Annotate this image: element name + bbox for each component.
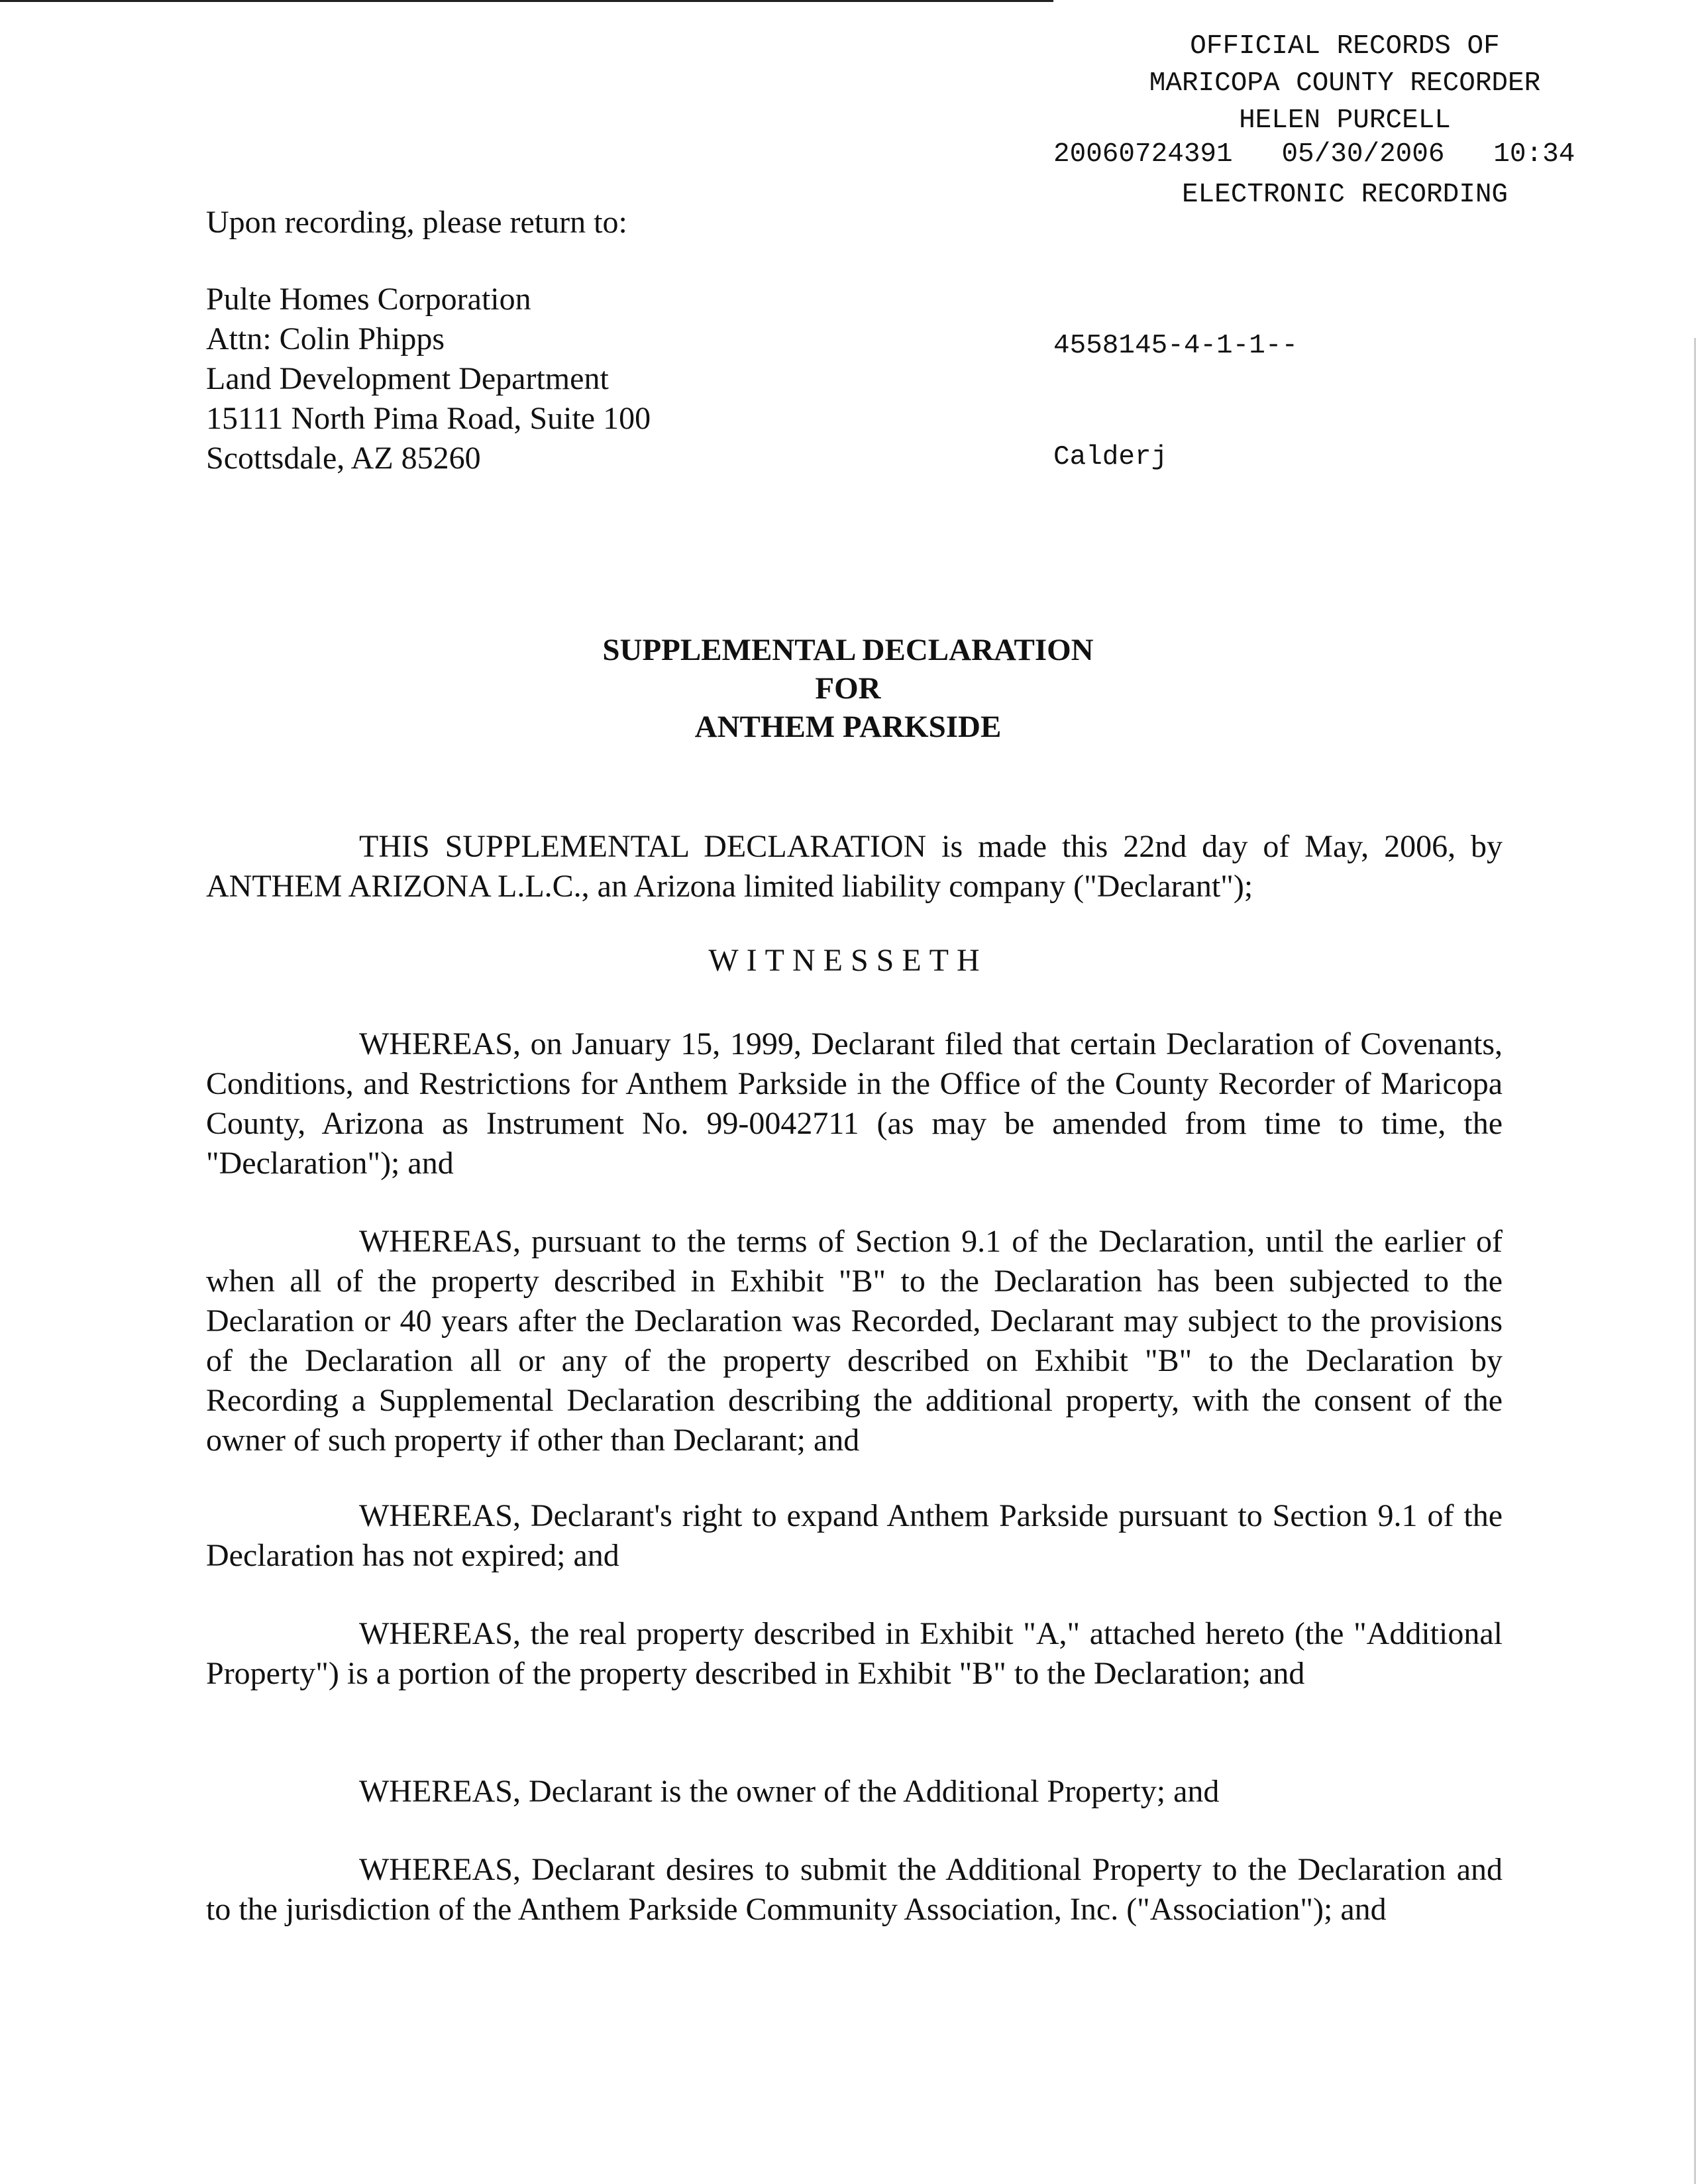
recorder-line-5 (1053, 176, 1636, 213)
address-line: Scottsdale, AZ 85260 (206, 441, 481, 476)
return-label: Upon recording, please return to: (206, 205, 627, 240)
return-address (206, 280, 651, 478)
whereas-paragraph-1 (206, 1024, 1503, 1183)
clerk-name: Calderj (1053, 442, 1168, 472)
whereas-text: WHEREAS, on January 15, 1999, Declarant filed that certain Declaration of Covenants, Conditions, and Restrictions for Anthem Parkside in the Office of the County Recorder of Maricopa County, Arizona as Instrument No. 99-0042711 (as may be amended from time to time, the "Declaration"); and (206, 1026, 1503, 1181)
whereas-text: WHEREAS, Declarant's right to expand Anthem Parkside pursuant to Section 9.1 of the Declaration has not expired; and (206, 1498, 1503, 1573)
recorder-stamp (1053, 28, 1636, 139)
doc-number: 4558145-4-1-1-- (1053, 331, 1298, 361)
electronic-recording: ELECTRONIC RECORDING (1181, 180, 1509, 210)
title-line-2: FOR (815, 671, 881, 706)
address-line: Land Development Department (206, 361, 609, 396)
whereas-text: WHEREAS, pursuant to the terms of Section 9.1 of the Declaration, until the earlier of when all of the property described in Exhibit "B" to the Declaration has been subjected to the Declaration or 40 years after the Declaration was Recorded, Declarant may subject to the provisions of the Declaration all or any of the property described on Exhibit "B" to the Declaration by Recording a Supplemental Declaration describing the additional property, with the consent of the owner of such property if other than Declarant; and (206, 1224, 1503, 1458)
recorder-line-2: MARICOPA COUNTY RECORDER (1149, 68, 1541, 99)
whereas-paragraph-6 (206, 1850, 1503, 1930)
whereas-text: WHEREAS, Declarant desires to submit the Additional Property to the Declaration and to the jurisdiction of the Anthem Parkside Community Association, Inc. ("Association"); and (206, 1852, 1503, 1927)
whereas-paragraph-4 (206, 1614, 1503, 1694)
document-id (1053, 253, 1298, 513)
intro-paragraph (206, 827, 1503, 906)
whereas-text: WHEREAS, the real property described in Exhibit "A," attached hereto (the "Additional Property") is a portion of the property described in Exhibit "B" to the Declaration; and (206, 1616, 1503, 1691)
recorder-number-line: 20060724391 05/30/2006 10:34 (1053, 139, 1575, 170)
title-line-1: SUPPLEMENTAL DECLARATION (602, 633, 1094, 667)
whereas-paragraph-2 (206, 1222, 1503, 1460)
title-line-3: ANTHEM PARKSIDE (694, 710, 1002, 744)
address-line: Pulte Homes Corporation (206, 282, 531, 317)
recorder-line-1: OFFICIAL RECORDS OF (1190, 31, 1500, 62)
intro-text: THIS SUPPLEMENTAL DECLARATION is made this 22nd day of May, 2006, by ANTHEM ARIZONA L.L.C., an Arizona limited liability company ("Declarant"); (206, 829, 1503, 904)
recorder-line-3: HELEN PURCELL (1239, 105, 1451, 136)
witnesseth-heading: WITNESSETH (708, 943, 988, 978)
whereas-paragraph-3 (206, 1496, 1503, 1576)
address-line: 15111 North Pima Road, Suite 100 (206, 401, 651, 436)
top-rule (0, 0, 1053, 2)
address-line: Attn: Colin Phipps (206, 321, 445, 356)
whereas-text: WHEREAS, Declarant is the owner of the Additional Property; and (359, 1774, 1220, 1809)
whereas-paragraph-5 (206, 1772, 1503, 1812)
document-title (0, 631, 1696, 746)
